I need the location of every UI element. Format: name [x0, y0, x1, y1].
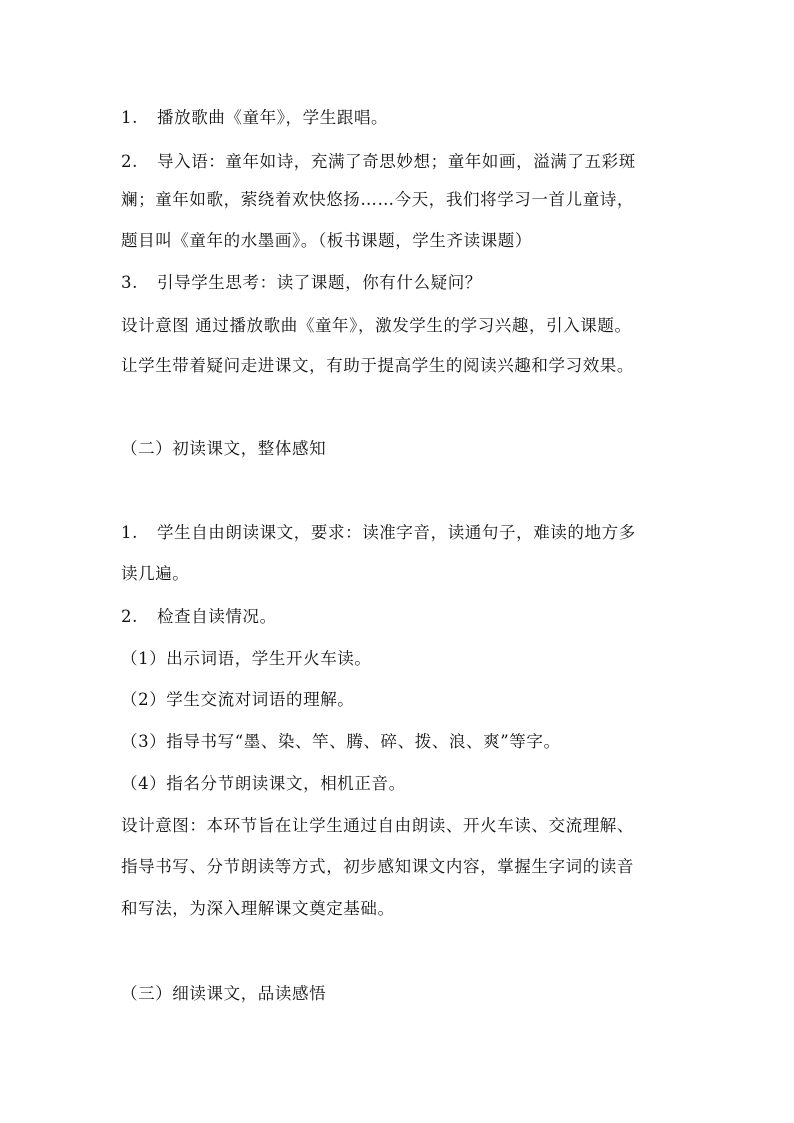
list-number: 1.: [121, 523, 138, 542]
intro-item-2-line-1: [121, 151, 681, 173]
section-3-heading: （三）细读课文，品读感悟: [121, 984, 327, 1003]
section-2-sub-4: （4）指名分节朗读课文，相机正音。: [121, 774, 406, 793]
section-2-item-2: [121, 606, 681, 628]
section-2-design-line-2: 指导书写、分节朗读等方式，初步感知课文内容，掌握生字词的读音: [121, 857, 634, 876]
intro-design-line-2: 让学生带着疑问走进课文，有助于提高学生的阅读兴趣和学习效果。: [121, 356, 634, 375]
section-2-design-line-1: 设计意图：本环节旨在让学生通过自由朗读、开火车读、交流理解、: [121, 816, 634, 835]
list-text: 学生自由朗读课文，要求：读准字音，读通句子，难读的地方多: [157, 523, 636, 542]
list-number: 2.: [121, 607, 138, 626]
list-number: 2.: [121, 152, 138, 171]
list-number: 3.: [121, 273, 138, 292]
list-text: 检查自读情况。: [157, 607, 277, 626]
intro-item-1: [121, 107, 681, 129]
section-2-sub-2: （2）学生交流对词语的理解。: [121, 690, 355, 709]
intro-design-line-1: 设计意图 通过播放歌曲《童年》，激发学生的学习兴趣，引入课题。: [121, 316, 632, 335]
section-2-design-line-3: 和写法，为深入理解课文奠定基础。: [121, 899, 395, 918]
section-2-sub-3: （3）指导书写“墨、染、竿、腾、碎、拨、浪、爽”等字。: [121, 732, 561, 751]
list-text: 导入语：童年如诗，充满了奇思妙想；童年如画，溢满了五彩斑: [157, 152, 636, 171]
intro-item-2-line-3: 题目叫《童年的水墨画》。（板书课题，学生齐读课题）: [121, 231, 532, 250]
section-2-item-1-line-2: 读几遍。: [121, 564, 190, 583]
list-number: 1.: [121, 108, 138, 127]
section-2-sub-1: （1）出示词语，学生开火车读。: [121, 649, 372, 668]
list-text: 引导学生思考：读了课题，你有什么疑问？: [157, 273, 482, 292]
section-2-heading: （二）初读课文，整体感知: [121, 439, 327, 458]
intro-item-2-line-2: 斓；童年如歌，萦绕着欢快悠扬……今天，我们将学习一首儿童诗，: [121, 190, 634, 209]
section-2-item-1-line-1: [121, 522, 681, 544]
intro-item-3: [121, 272, 681, 294]
list-text: 播放歌曲《童年》，学生跟唱。: [157, 108, 389, 127]
